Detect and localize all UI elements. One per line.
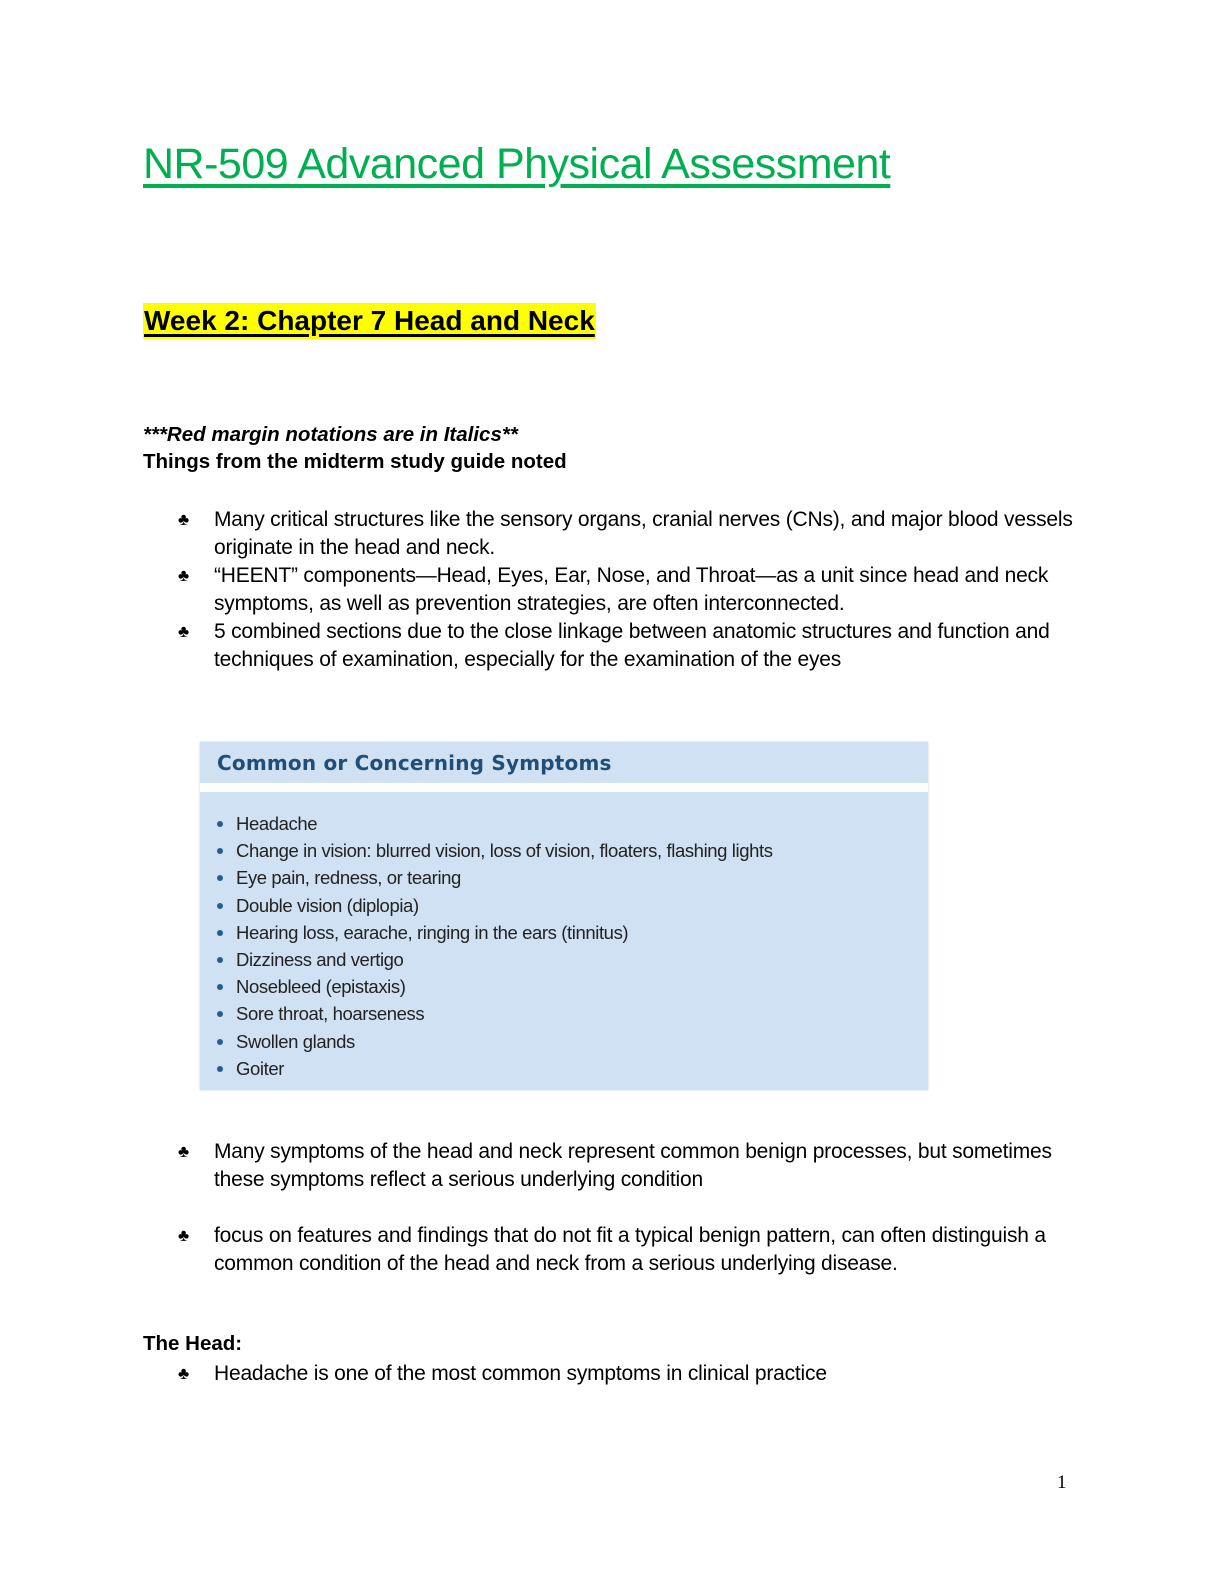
symptoms-figure-header <box>200 742 928 783</box>
list-item <box>178 1138 1078 1194</box>
symptom-text: Dizziness and vertigo <box>236 948 404 970</box>
symptom-item <box>215 892 773 919</box>
club-bullet-icon: ♣ <box>178 1142 189 1161</box>
bullet-text: Many critical structures like the sensory organs, cranial nerves (CNs), and major blood vessels originate in the head and neck. <box>214 508 1073 559</box>
symptom-item <box>215 946 773 973</box>
list-item <box>178 562 1078 618</box>
midterm-note: Things from the midterm study guide noted <box>143 450 567 473</box>
list-item <box>178 618 1078 674</box>
symptoms-figure-body <box>200 792 928 1090</box>
list-item <box>178 1222 1078 1278</box>
symptom-item <box>215 1000 773 1027</box>
bullet-dot-icon <box>217 1011 223 1017</box>
symptom-text: Sore throat, hoarseness <box>236 1003 425 1025</box>
bullet-text: “HEENT” components—Head, Eyes, Ear, Nose, and Throat—as a unit since head and neck symptoms, as well as prevention strategies, are often interconnected. <box>214 564 1049 615</box>
symptom-item <box>215 919 773 946</box>
after-box-bullet-list <box>178 1138 1078 1278</box>
symptom-text: Goiter <box>236 1057 284 1079</box>
head-bullet-list <box>178 1360 1078 1388</box>
bullet-dot-icon <box>217 930 223 936</box>
symptom-text: Nosebleed (epistaxis) <box>236 976 406 998</box>
page-number: 1 <box>1057 1472 1067 1493</box>
bullet-dot-icon <box>217 903 223 909</box>
symptoms-figure-title: Common or Concerning Symptoms <box>217 751 612 775</box>
list-item <box>178 506 1078 562</box>
bullet-dot-icon <box>217 984 223 990</box>
bullet-dot-icon <box>217 1066 223 1072</box>
bullet-text: Headache is one of the most common symptoms in clinical practice <box>214 1362 827 1385</box>
symptom-item <box>215 973 773 1000</box>
bullet-dot-icon <box>217 848 223 854</box>
list-item <box>178 1360 1078 1388</box>
bullet-text: focus on features and findings that do not fit a typical benign pattern, can often distinguish a common condition of the head and neck from a serious underlying disease. <box>214 1224 1046 1275</box>
symptom-text: Change in vision: blurred vision, loss of vision, floaters, flashing lights <box>236 840 773 862</box>
club-bullet-icon: ♣ <box>178 510 189 529</box>
week-heading: Week 2: Chapter 7 Head and Neck <box>143 303 596 339</box>
symptom-list <box>215 810 773 1082</box>
document-title: NR-509 Advanced Physical Assessment <box>143 140 891 188</box>
symptoms-figure <box>200 742 928 1090</box>
symptom-text: Eye pain, redness, or tearing <box>236 867 461 889</box>
symptom-item <box>215 1028 773 1055</box>
intro-bullet-list <box>178 506 1078 674</box>
symptom-item <box>215 837 773 864</box>
bullet-dot-icon <box>217 875 223 881</box>
symptom-text: Swollen glands <box>236 1030 355 1052</box>
bullet-text: Many symptoms of the head and neck represent common benign processes, but sometimes these symptoms reflect a serious underlying condition <box>214 1140 1052 1191</box>
club-bullet-icon: ♣ <box>178 566 189 585</box>
bullet-text: 5 combined sections due to the close linkage between anatomic structures and function and techniques of examination, especially for the examination of the eyes <box>214 620 1050 671</box>
club-bullet-icon: ♣ <box>178 1226 189 1245</box>
bullet-dot-icon <box>217 957 223 963</box>
symptom-text: Hearing loss, earache, ringing in the ears (tinnitus) <box>236 921 629 943</box>
bullet-dot-icon <box>217 821 223 827</box>
symptom-item <box>215 1055 773 1082</box>
symptom-item <box>215 864 773 891</box>
club-bullet-icon: ♣ <box>178 1364 189 1383</box>
symptom-text: Headache <box>236 813 318 834</box>
symptom-text: Double vision (diplopia) <box>236 894 419 916</box>
italics-note: ***Red margin notations are in Italics** <box>143 423 518 446</box>
club-bullet-icon: ♣ <box>178 622 189 641</box>
bullet-dot-icon <box>217 1039 223 1045</box>
symptom-item <box>215 810 773 837</box>
section-heading-head: The Head: <box>143 1332 243 1355</box>
